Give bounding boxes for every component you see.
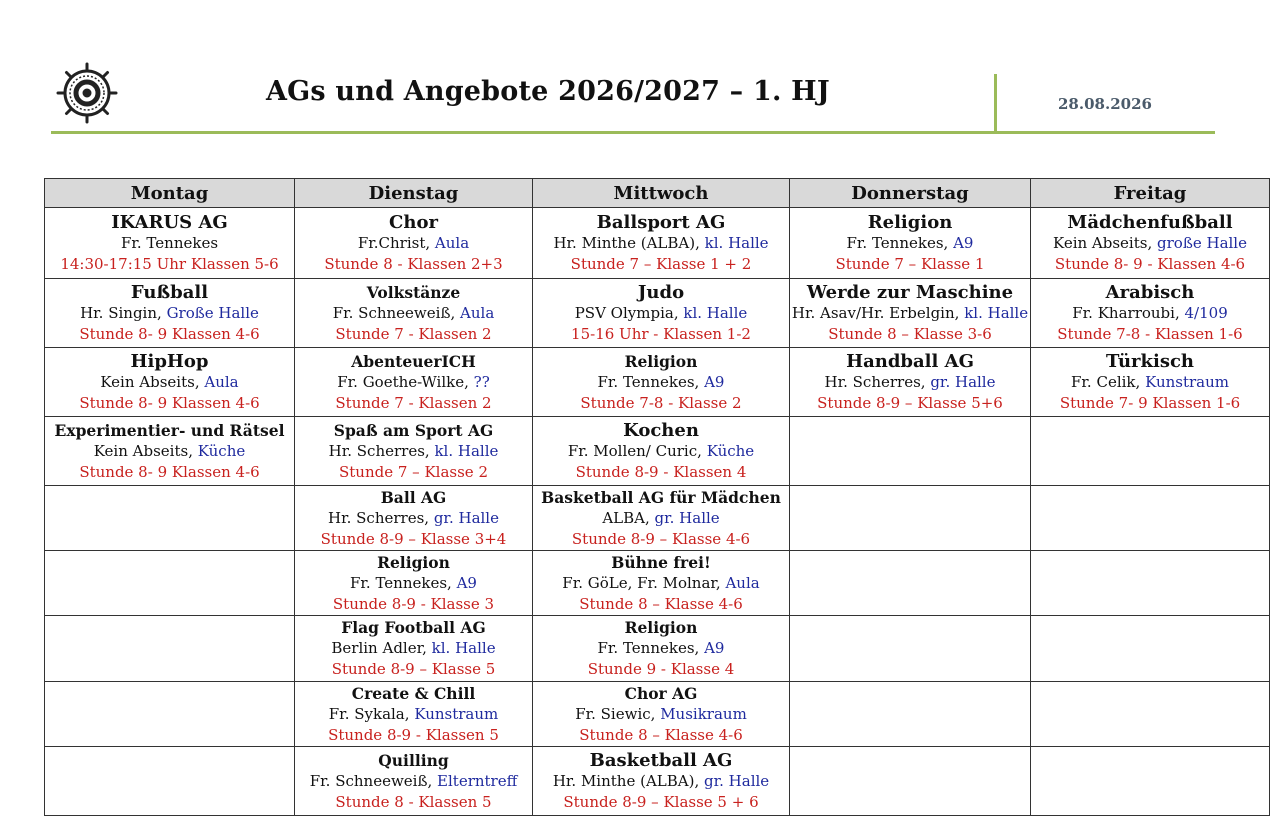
- activity-time: Stunde 7 – Klasse 1 + 2: [570, 254, 752, 273]
- activity-location: kl. Halle: [683, 303, 748, 322]
- activity-leader-line: [350, 573, 477, 594]
- activity-name: Volkstänze: [366, 282, 461, 302]
- activity-leader-line: [847, 233, 974, 254]
- activity-location: gr. Halle: [654, 508, 720, 527]
- activity-location: kl. Halle: [704, 233, 769, 252]
- activity-name: HipHop: [130, 350, 209, 372]
- activity-leader-line: [80, 303, 259, 324]
- activity-time: Stunde 8-9 – Klasse 4-6: [571, 529, 751, 548]
- activity-location: Aula: [725, 573, 760, 592]
- day-header-tuesday: Dienstag: [295, 179, 533, 208]
- ship-wheel-icon: [56, 62, 118, 124]
- activity-time: Stunde 8 - Klassen 2+3: [324, 254, 503, 273]
- activity-leader-line: [329, 441, 499, 462]
- activity-name: Handball AG: [846, 350, 974, 372]
- activity-name: Werde zur Maschine: [806, 281, 1014, 303]
- separator: ,: [1147, 233, 1158, 252]
- activity-leader: Kein Abseits: [93, 441, 189, 460]
- activity-leader-line: [121, 233, 218, 254]
- activity-entry: [533, 552, 789, 615]
- empty-cell: [1031, 551, 1270, 616]
- activity-leader-line: [310, 771, 518, 792]
- activity-cell: [295, 279, 533, 348]
- activity-name: Create & Chill: [351, 683, 476, 703]
- activity-leader: Hr. Scherres: [328, 508, 425, 527]
- table-row: [45, 682, 1270, 747]
- activity-location: gr. Halle: [704, 771, 770, 790]
- activity-location: A9: [704, 372, 725, 391]
- activity-cell: [533, 417, 790, 486]
- activity-leader: Hr. Singin: [80, 303, 158, 322]
- activity-cell: [295, 682, 533, 747]
- activity-time: Stunde 8 – Klasse 4-6: [579, 594, 743, 613]
- table-row: [45, 616, 1270, 682]
- activity-leader-line: [358, 233, 469, 254]
- activity-entry: [533, 617, 789, 680]
- activity-time: Stunde 8 - Klassen 5: [335, 792, 492, 811]
- activity-time: Stunde 8- 9 - Klassen 4-6: [1054, 254, 1246, 273]
- activity-entry: [295, 212, 532, 275]
- separator: ,: [404, 704, 415, 723]
- activity-time: Stunde 7 - Klassen 2: [335, 324, 492, 343]
- activity-location: Aula: [434, 233, 470, 252]
- activity-cell: [1031, 348, 1270, 417]
- activity-entry: [533, 487, 789, 550]
- activity-time: Stunde 7-8 - Klassen 1-6: [1057, 324, 1243, 343]
- activity-location: Küche: [197, 441, 246, 460]
- activity-location: Kunstraum: [1145, 372, 1229, 391]
- activity-location: Aula: [204, 372, 239, 391]
- activity-cell: [295, 348, 533, 417]
- activity-location: 4/109: [1184, 303, 1228, 322]
- activity-time: Stunde 8- 9 Klassen 4-6: [79, 462, 260, 481]
- table-row: [45, 208, 1270, 279]
- activity-leader-line: [598, 372, 725, 393]
- activity-entry: [533, 282, 789, 345]
- activity-time: Stunde 8-9 – Klasse 3+4: [320, 529, 507, 548]
- activity-entry: [533, 683, 789, 746]
- activity-name: Chor: [389, 211, 438, 233]
- day-header-monday: Montag: [45, 179, 295, 208]
- activity-cell: [45, 279, 295, 348]
- activity-entry: [533, 420, 789, 483]
- activity-leader: PSV Olympia: [574, 303, 674, 322]
- day-header-thursday: Donnerstag: [790, 179, 1031, 208]
- activity-location: kl. Halle: [431, 639, 496, 657]
- activity-cell: [295, 616, 533, 682]
- activity-entry: [533, 351, 789, 414]
- activity-time: Stunde 8-9 - Klasse 3: [332, 594, 495, 613]
- activity-leader: Kein Abseits: [1053, 233, 1148, 252]
- activity-entry: [790, 212, 1030, 275]
- activity-entry: [295, 617, 532, 680]
- activity-leader-line: [100, 372, 238, 393]
- header-vertical-rule: [994, 74, 997, 134]
- activity-name: Ball AG: [380, 487, 447, 507]
- activity-cell: [790, 208, 1031, 279]
- separator: ,: [425, 233, 435, 252]
- activity-location: kl. Halle: [964, 303, 1029, 322]
- activity-location: Kunstraum: [414, 704, 499, 723]
- empty-cell: [790, 551, 1031, 616]
- activity-name: Türkisch: [1105, 350, 1195, 372]
- activity-name: Religion: [377, 552, 450, 572]
- activity-cell: [533, 616, 790, 682]
- activity-name: Bühne frei!: [611, 552, 711, 572]
- activity-cell: [295, 747, 533, 816]
- activity-leader: Fr. Schneeweiß: [332, 303, 451, 322]
- activity-entry: [1031, 212, 1269, 275]
- activity-cell: [295, 208, 533, 279]
- activity-cell: [295, 417, 533, 486]
- empty-cell: [790, 486, 1031, 551]
- separator: ,: [694, 639, 705, 657]
- activity-entry: [295, 683, 532, 746]
- activity-location: gr. Halle: [930, 372, 996, 391]
- activity-leader-line: [553, 771, 769, 792]
- activity-leader: Berlin Adler: [331, 639, 423, 657]
- table-row: [45, 348, 1270, 417]
- activity-leader: Fr. Siewic: [575, 704, 651, 723]
- separator: ,: [943, 233, 954, 252]
- empty-cell: [45, 682, 295, 747]
- activity-time: Stunde 9 - Klasse 4: [587, 660, 735, 678]
- empty-cell: [1031, 682, 1270, 747]
- activity-leader-line: [328, 508, 499, 529]
- activity-leader-line: [1071, 372, 1229, 393]
- activity-leader: Hr. Minthe (ALBA): [552, 771, 695, 790]
- separator: ,: [1174, 303, 1185, 322]
- activity-cell: [533, 348, 790, 417]
- separator: ,: [464, 372, 474, 391]
- separator: ,: [450, 303, 461, 322]
- activity-leader-line: [598, 638, 725, 659]
- page-title: AGs und Angebote 2026/2027 – 1. HJ: [266, 76, 830, 107]
- table-row: [45, 747, 1270, 816]
- separator: ,: [715, 573, 726, 592]
- activity-cell: [1031, 279, 1270, 348]
- activity-location: ??: [473, 372, 490, 391]
- activity-entry: [295, 420, 532, 483]
- activity-leader-line: [602, 508, 719, 529]
- separator: ,: [694, 372, 705, 391]
- activity-leader: Hr. Asav/Hr. Erbelgin: [791, 303, 955, 322]
- activity-location: A9: [456, 573, 477, 592]
- activity-leader-line: [331, 638, 495, 659]
- activity-location: Große Halle: [166, 303, 259, 322]
- activity-leader: Fr. Tennekes: [597, 639, 695, 657]
- empty-cell: [1031, 616, 1270, 682]
- activity-cell: [1031, 208, 1270, 279]
- activity-location: Küche: [706, 441, 755, 460]
- empty-cell: [1031, 747, 1270, 816]
- activity-leader: Fr. Tennekes: [597, 372, 695, 391]
- activity-leader: ALBA: [602, 508, 645, 527]
- activity-leader: Fr. Tennekes: [120, 233, 219, 252]
- activity-time: Stunde 7 – Klasse 1: [835, 254, 985, 273]
- activity-cell: [533, 682, 790, 747]
- separator: ,: [424, 441, 435, 460]
- separator: ,: [157, 303, 167, 322]
- activity-cell: [533, 486, 790, 551]
- activity-name: Arabisch: [1105, 281, 1195, 303]
- activity-leader: Fr. Mollen/ Curic: [567, 441, 698, 460]
- activity-leader-line: [575, 704, 747, 725]
- schedule-table: [44, 178, 1270, 816]
- activity-cell: [45, 417, 295, 486]
- activity-cell: [533, 208, 790, 279]
- activity-location: kl. Halle: [434, 441, 499, 460]
- activity-entry: [295, 552, 532, 615]
- separator: ,: [447, 573, 457, 592]
- activity-time: Stunde 8-9 - Klassen 4: [575, 462, 747, 481]
- activity-cell: [45, 348, 295, 417]
- activity-cell: [295, 486, 533, 551]
- activity-name: Kochen: [623, 419, 699, 441]
- activity-name: Flag Football AG: [341, 618, 486, 637]
- activity-time: Stunde 8-9 - Klassen 5: [328, 725, 499, 744]
- activity-leader-line: [329, 704, 498, 725]
- activity-time: 14:30-17:15 Uhr Klassen 5-6: [60, 254, 279, 273]
- separator: ,: [694, 771, 705, 790]
- activity-leader-line: [337, 372, 490, 393]
- table-row: [45, 486, 1270, 551]
- table-row: [45, 279, 1270, 348]
- activity-cell: [790, 348, 1031, 417]
- day-header-wednesday: Mittwoch: [533, 179, 790, 208]
- activity-name: Fußball: [130, 281, 209, 303]
- document-date: 28.08.2026: [1058, 95, 1152, 113]
- activity-leader-line: [553, 233, 768, 254]
- activity-time: 15-16 Uhr - Klassen 1-2: [571, 324, 751, 343]
- activity-time: Stunde 8-9 – Klasse 5+6: [817, 393, 1003, 412]
- activity-location: Aula: [460, 303, 495, 322]
- empty-cell: [1031, 417, 1270, 486]
- activity-leader: Hr. Scherres: [328, 441, 425, 460]
- activity-name: Basketball AG für Mädchen: [541, 487, 781, 507]
- activity-name: Mädchenfußball: [1067, 211, 1233, 233]
- activity-leader: Hr. Minthe (ALBA): [553, 233, 696, 252]
- activity-time: Stunde 7 – Klasse 2: [339, 462, 488, 481]
- activity-leader-line: [568, 441, 754, 462]
- activity-location: A9: [953, 233, 974, 252]
- activity-leader-line: [1072, 303, 1228, 324]
- activity-time: Stunde 8 – Klasse 4-6: [579, 725, 743, 744]
- activity-leader: Fr. Tennekes: [846, 233, 944, 252]
- separator: ,: [188, 441, 198, 460]
- separator: ,: [644, 508, 655, 527]
- activity-leader: Fr. GöLe, Fr. Molnar: [562, 573, 716, 592]
- empty-cell: [790, 417, 1031, 486]
- activity-cell: [45, 208, 295, 279]
- activity-entry: [1031, 282, 1269, 345]
- separator: ,: [422, 639, 432, 657]
- empty-cell: [45, 486, 295, 551]
- activity-leader-line: [333, 303, 495, 324]
- activity-entry: [790, 351, 1030, 414]
- activity-leader: Hr. Scherres: [824, 372, 921, 391]
- activity-cell: [533, 747, 790, 816]
- activity-leader: Fr. Tennekes: [350, 573, 448, 592]
- activity-name: Religion: [867, 211, 953, 233]
- activity-name: Judo: [637, 281, 685, 303]
- activity-time: Stunde 7-8 - Klasse 2: [580, 393, 742, 412]
- activity-entry: [45, 420, 294, 483]
- activity-location: Elterntreff: [437, 771, 518, 790]
- activity-leader-line: [825, 372, 996, 393]
- activity-entry: [533, 750, 789, 813]
- activity-time: Stunde 8- 9 Klassen 4-6: [79, 393, 260, 412]
- activity-time: Stunde 8 – Klasse 3-6: [828, 324, 992, 343]
- separator: ,: [194, 372, 205, 391]
- activity-location: A9: [704, 639, 725, 657]
- table-row: [45, 417, 1270, 486]
- activity-entry: [45, 282, 294, 345]
- activity-name: IKARUS AG: [111, 211, 228, 233]
- empty-cell: [790, 682, 1031, 747]
- empty-cell: [790, 747, 1031, 816]
- activity-entry: [45, 351, 294, 414]
- activity-time: Stunde 7 - Klassen 2: [335, 393, 492, 412]
- activity-name: Ballsport AG: [596, 211, 726, 233]
- activity-leader: Fr. Schneeweiß: [309, 771, 428, 790]
- activity-time: Stunde 8-9 – Klasse 5 + 6: [563, 792, 759, 811]
- activity-name: AbenteuerICH: [351, 351, 476, 371]
- activity-leader-line: [562, 573, 759, 594]
- separator: ,: [695, 233, 705, 252]
- empty-cell: [45, 551, 295, 616]
- activity-leader: Fr. Goethe-Wilke: [337, 372, 465, 391]
- activity-time: Stunde 8- 9 Klassen 4-6: [79, 324, 260, 343]
- activity-cell: [533, 279, 790, 348]
- activity-leader: Kein Abseits: [100, 372, 195, 391]
- activity-leader: Fr. Celik: [1071, 372, 1136, 391]
- separator: ,: [920, 372, 931, 391]
- separator: ,: [427, 771, 438, 790]
- table-row: [45, 551, 1270, 616]
- activity-entry: [295, 282, 532, 345]
- day-header-friday: Freitag: [1031, 179, 1270, 208]
- activity-time: Stunde 8-9 – Klasse 5: [331, 660, 496, 678]
- activity-time: Stunde 7- 9 Klassen 1-6: [1059, 393, 1241, 412]
- activity-entry: [295, 351, 532, 414]
- activity-cell: [295, 551, 533, 616]
- activity-cell: [533, 551, 790, 616]
- activity-entry: [295, 750, 532, 813]
- activity-leader-line: [94, 441, 245, 462]
- activity-location: große Halle: [1157, 233, 1247, 252]
- activity-entry: [1031, 351, 1269, 414]
- weekday-header-row: [45, 179, 1270, 208]
- activity-name: Religion: [624, 618, 698, 637]
- activity-cell: [790, 279, 1031, 348]
- activity-name: Basketball AG: [589, 749, 733, 771]
- header-horizontal-rule: [51, 131, 1215, 134]
- activity-entry: [533, 212, 789, 275]
- activity-location: Musikraum: [660, 704, 747, 723]
- separator: ,: [424, 508, 434, 527]
- empty-cell: [45, 747, 295, 816]
- empty-cell: [1031, 486, 1270, 551]
- activity-leader: Fr.Christ: [357, 233, 426, 252]
- schedule-body: [45, 208, 1270, 816]
- empty-cell: [45, 616, 295, 682]
- separator: ,: [650, 704, 661, 723]
- separator: ,: [1135, 372, 1146, 391]
- activity-entry: [45, 212, 294, 275]
- activity-location: gr. Halle: [433, 508, 499, 527]
- activity-leader-line: [792, 303, 1028, 324]
- empty-cell: [790, 616, 1031, 682]
- activity-name: Chor AG: [624, 683, 698, 703]
- separator: ,: [954, 303, 965, 322]
- activity-leader: Fr. Kharroubi: [1072, 303, 1175, 322]
- activity-name: Quilling: [378, 750, 449, 770]
- activity-name: Experimentier- und Rätsel: [54, 420, 285, 440]
- activity-leader-line: [575, 303, 748, 324]
- activity-entry: [295, 487, 532, 550]
- separator: ,: [673, 303, 684, 322]
- activity-entry: [790, 282, 1030, 345]
- separator: ,: [697, 441, 707, 460]
- activity-leader-line: [1053, 233, 1247, 254]
- activity-name: Spaß am Sport AG: [333, 420, 494, 440]
- activity-name: Religion: [624, 351, 698, 371]
- activity-leader: Fr. Sykala: [328, 704, 405, 723]
